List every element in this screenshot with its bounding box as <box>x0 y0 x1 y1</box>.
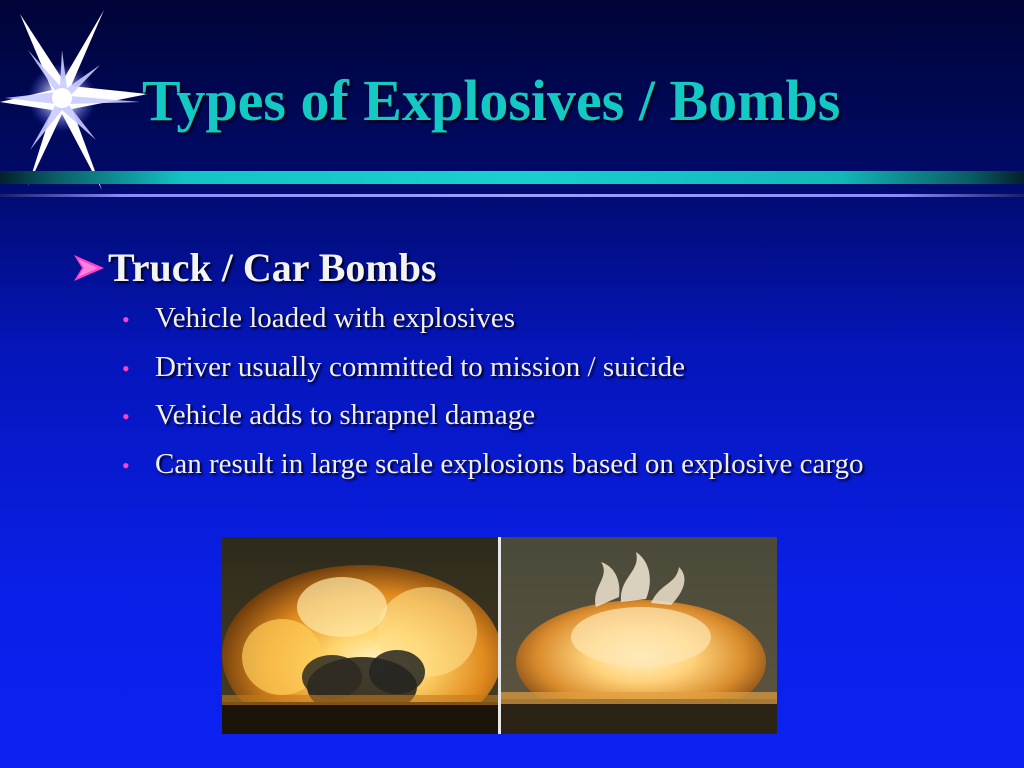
list-item <box>120 448 863 497</box>
bullet-text: Can result in large scale explosions based on explosive cargo <box>155 448 864 481</box>
explosion-photo-left <box>222 537 498 734</box>
star-burst-icon <box>0 10 150 190</box>
dot-bullet: • <box>122 355 130 381</box>
list-item <box>120 302 863 351</box>
title-rule-thin <box>0 194 1024 197</box>
section-heading <box>72 244 437 291</box>
dot-bullet: • <box>122 404 130 430</box>
dot-bullet: • <box>122 453 130 479</box>
list-item <box>120 399 863 448</box>
list-item <box>120 351 863 400</box>
bullet-text: Vehicle adds to shrapnel damage <box>155 399 536 432</box>
explosion-photo-right <box>501 537 777 734</box>
bullet-list <box>120 302 863 497</box>
title-rule <box>0 171 1024 184</box>
dot-bullet: • <box>122 307 130 332</box>
slide-title: Types of Explosives / Bombs <box>142 68 841 133</box>
explosion-photos <box>222 537 777 734</box>
arrow-bullet-icon <box>72 253 106 283</box>
section-heading-text: Truck / Car Bombs <box>108 245 437 290</box>
bullet-text: Driver usually committed to mission / suicide <box>155 350 685 383</box>
bullet-text: Vehicle loaded with explosives <box>155 302 515 334</box>
